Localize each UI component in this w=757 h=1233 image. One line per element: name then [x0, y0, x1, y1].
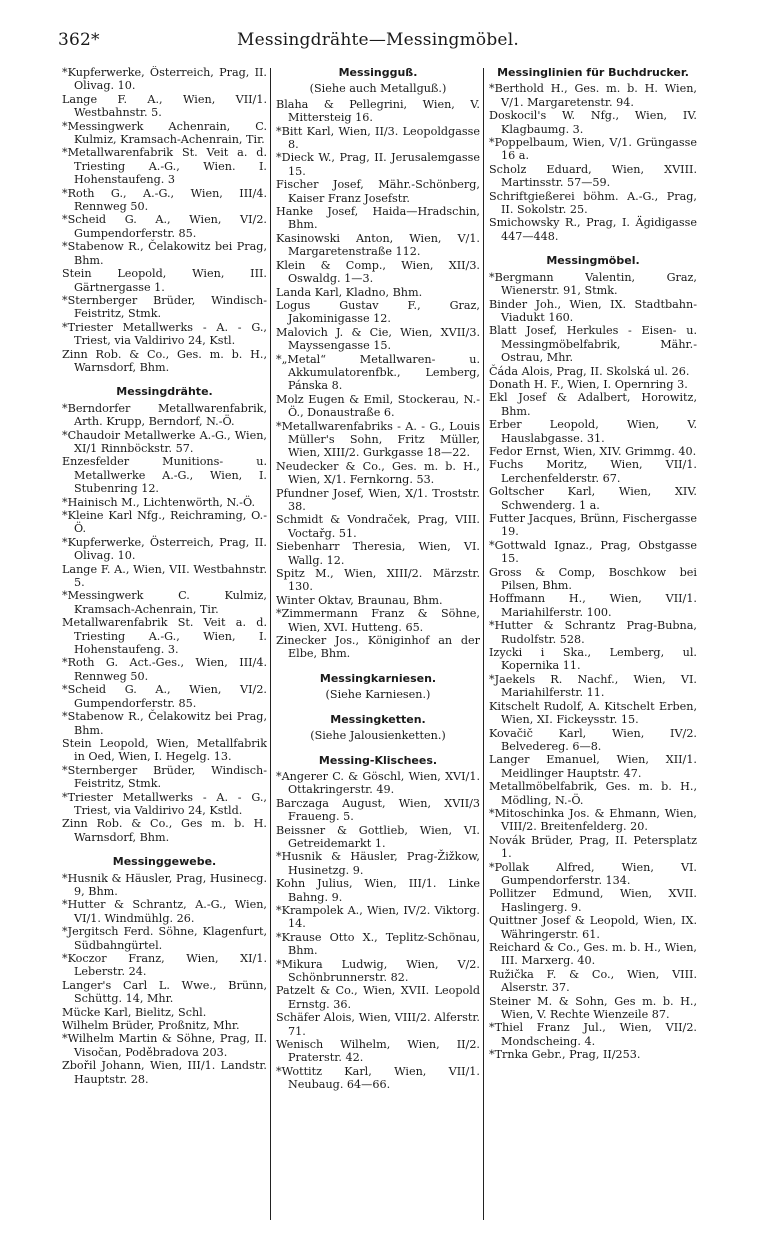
directory-entry: Neudecker & Co., Ges. m. b. H., Wien, X/1. Fernkorng. 53.: [276, 459, 480, 487]
directory-entry: Langer's Carl L. Wwe., Brünn, Schüttg. 14, Mhr.: [62, 978, 267, 1006]
directory-entry: *Metallwarenfabrik St. Veit a. d. Triesting A.-G., Wien. I. Hohenstaufeng. 3: [62, 146, 267, 187]
directory-entry: *Dieck W., Prag, II. Jerusalemgasse 15.: [276, 151, 480, 178]
directory-entry: Siebenharr Theresia, Wien, VI. Wallg. 12.: [276, 540, 480, 567]
directory-entry: *Hutter & Schrantz, A.-G., Wien, VI/1. Windmühlg. 26.: [62, 898, 267, 925]
directory-entry: Čáda Alois, Prag, II. Skolská ul. 26.: [489, 364, 690, 378]
directory-entry: Reichard & Co., Ges. m. b. H., Wien, III. Marxerg. 40.: [489, 941, 697, 968]
section-heading-messingdrahte: Messingdrähte.: [116, 385, 213, 399]
directory-entry: Izycki i Ska., Lemberg, ul. Kopernika 11.: [489, 646, 697, 673]
directory-entry: Wenisch Wilhelm, Wien, II/2. Praterstr. 42.: [276, 1038, 480, 1065]
column-left: [62, 66, 267, 1226]
section-heading-messingguss: Messingguß.: [338, 66, 418, 79]
section-heading-messinggewebe: Messinggewebe.: [112, 855, 217, 869]
directory-entry: Blatt Josef, Herkules - Eisen- u. Messingmöbelfabrik, Mähr.-Ostrau, Mhr.: [489, 324, 697, 365]
directory-entry: Smichowsky R., Prag, I. Ägidigasse 447—448.: [489, 216, 697, 243]
directory-entry: *Krause Otto X., Teplitz-Schönau, Bhm.: [276, 930, 480, 958]
section-heading-messingkarniesen: Messingkarniesen.: [319, 671, 437, 685]
directory-entry: Patzelt & Co., Wien, XVII. Leopold Ernstg. 36.: [276, 984, 480, 1011]
section-heading-messingmobel: Messingmöbel.: [546, 254, 640, 268]
directory-entry: Donath H. F., Wien, I. Opernring 3.: [489, 377, 688, 391]
directory-entry: *Sternberger Brüder, Windisch-Feistritz, Stmk.: [62, 763, 267, 791]
directory-entry: Scholz Eduard, Wien, XVIII. Martinsstr. 57—59.: [489, 162, 697, 190]
cross-reference-note: (Siehe auch Metallguß.): [309, 82, 447, 96]
directory-entry: Enzesfelder Munitions- u. Metallwerke A.-G., Wien, I. Stubenring 12.: [62, 455, 267, 496]
directory-entry: Binder Joh., Wien, IX. Stadtbahn-Viadukt 160.: [489, 297, 697, 324]
directory-entry: Steiner M. & Sohn, Ges m. b. H., Wien, V. Rechte Wienzeile 87.: [489, 994, 697, 1022]
directory-entry: Klein & Comp., Wien, XII/3. Oswaldg. 1—3.: [276, 258, 480, 286]
directory-entry: Landa Karl, Kladno, Bhm.: [276, 285, 423, 299]
directory-entry: Pollitzer Edmund, Wien, XVII. Haslingerg. 9.: [489, 887, 697, 914]
directory-entry: *Trnka Gebr., Prag, II/253.: [489, 1048, 641, 1062]
directory-entry: Metallmöbelfabrik, Ges. m. b. H., Mödling, N.-Ö.: [489, 780, 697, 807]
directory-entry: *Pollak Alfred, Wien, VI. Gumpendorferstr. 134.: [489, 860, 697, 887]
directory-entry: Fuchs Moritz, Wien, VII/1. Lerchenfelderstr. 67.: [489, 458, 697, 485]
directory-entry: Zbořil Johann, Wien, III/1. Landstr. Hauptstr. 28.: [62, 1059, 267, 1086]
directory-entry: *Zimmermann Franz & Söhne, Wien, XVI. Hutteng. 65.: [276, 607, 480, 634]
directory-entry: Fischer Josef, Mähr.-Schönberg, Kaiser Franz Josefstr.: [276, 178, 480, 205]
cross-reference-note: (Siehe Jalousienketten.): [310, 729, 446, 743]
directory-entry: Novák Brüder, Prag, II. Petersplatz 1.: [489, 833, 697, 861]
directory-entry: Quittner Josef & Leopold, Wien, IX. Währingerstr. 61.: [489, 914, 697, 941]
directory-entry: *Husnik & Häusler, Prag, Husinecg. 9, Bhm.: [62, 871, 267, 898]
directory-entry: Spitz M., Wien, XIII/2. Märzstr. 130.: [276, 567, 480, 594]
directory-entry: Beissner & Gottlieb, Wien, VI. Getreidemarkt 1.: [276, 823, 480, 850]
directory-entry: Logus Gustav F., Graz, Jakominigasse 12.: [276, 298, 480, 326]
directory-entry: Mücke Karl, Bielitz, Schl.: [62, 1005, 207, 1019]
directory-entry: *Stabenow R., Čelakowitz bei Prag, Bhm.: [62, 710, 267, 737]
directory-entry: Fedor Ernst, Wien, XIV. Grimmg. 40.: [489, 444, 697, 458]
directory-entry: Lange F. A., Wien, VII/1. Westbahnstr. 5.: [62, 92, 267, 120]
directory-entry: *Messingwerk C. Kulmiz, Kramsach-Achenrain, Tir.: [62, 589, 267, 616]
directory-entry: *Poppelbaum, Wien, V/1. Grüngasse 16 a.: [489, 136, 697, 163]
directory-entry: *Kleine Karl Nfg., Reichraming, O.-Ö.: [62, 509, 267, 536]
directory-entry: *Wilhelm Martin & Söhne, Prag, II. Visočan, Poděbradova 203.: [62, 1032, 267, 1059]
directory-entry: *Angerer C. & Göschl, Wien, XVI/1. Ottakringerstr. 49.: [276, 769, 480, 797]
directory-entry: *Mikura Ludwig, Wien, V/2. Schönbrunnerstr. 82.: [276, 957, 480, 984]
page-number: 362*: [58, 30, 100, 50]
directory-entry: Hoffmann H., Wien, VII/1. Mariahilferstr. 100.: [489, 592, 697, 619]
column-divider: [483, 68, 484, 1220]
directory-entry: *„Metal“ Metallwaren- u. Akkumulatorenfbk., Lemberg, Pánska 8.: [276, 352, 480, 393]
directory-entry: *Stabenow R., Čelakowitz bei Prag, Bhm.: [62, 240, 267, 267]
directory-entry: Kasinowski Anton, Wien, V/1. Margaretenstraße 112.: [276, 231, 480, 259]
directory-entry: Zinn Rob. & Co., Ges m. b. H. Warnsdorf, Bhm.: [62, 817, 267, 844]
directory-entry: Metallwarenfabrik St. Veit a. d. Triesting A.-G., Wien, I. Hohenstaufeng. 3.: [62, 616, 267, 657]
directory-entry: Ekl Josef & Adalbert, Horowitz, Bhm.: [489, 391, 697, 418]
directory-entry: *Husnik & Häusler, Prag-Žižkow, Husinetzg. 9.: [276, 850, 480, 877]
directory-entry: Langer Emanuel, Wien, XII/1. Meidlinger Hauptstr. 47.: [489, 753, 697, 780]
directory-entry: Stein Leopold, Wien, Metallfabrik in Oed, Wien, I. Hegelg. 13.: [62, 736, 267, 764]
directory-entry: *Roth G. Act.-Ges., Wien, III/4. Rennweg 50.: [62, 656, 267, 683]
directory-entry: *Jergitsch Ferd. Söhne, Klagenfurt, Südbahngürtel.: [62, 925, 267, 952]
directory-entry: Zinecker Jos., Königinhof an der Elbe, Bhm.: [276, 634, 480, 661]
directory-entry: *Thiel Franz Jul., Wien, VII/2. Mondscheing. 4.: [489, 1021, 697, 1048]
directory-entry: *Mitoschinka Jos. & Ehmann, Wien, VIII/2. Breitenfelderg. 20.: [489, 806, 697, 834]
directory-entry: *Roth G., A.-G., Wien, III/4. Rennweg 50.: [62, 186, 267, 214]
directory-entry: Kitschelt Rudolf, A. Kitschelt Erben, Wien, XI. Fickeysstr. 15.: [489, 699, 697, 727]
directory-entry: *Sternberger Brüder, Windisch-Feistritz, Stmk.: [62, 293, 267, 321]
directory-entry: *Jaekels R. Nachf., Wien, VI. Mariahilferstr. 11.: [489, 672, 697, 700]
directory-entry: *Gottwald Ignaz., Prag, Obstgasse 15.: [489, 538, 697, 566]
directory-entry: Schriftgießerei böhm. A.-G., Prag, II. Sokolstr. 25.: [489, 189, 697, 217]
directory-entry: Goltscher Karl, Wien, XIV. Schwenderg. 1 a.: [489, 485, 697, 512]
directory-entry: Wilhelm Brüder, Proßnitz, Mhr.: [62, 1019, 240, 1033]
listing-group-drahte: [62, 402, 267, 844]
column-middle: [276, 66, 480, 1226]
listing-group-mobel: [489, 271, 697, 1062]
listing-group-guss: [276, 98, 480, 661]
directory-entry: *Krampolek A., Wien, IV/2. Viktorg. 14.: [276, 903, 480, 931]
cross-reference-note: (Siehe Karniesen.): [325, 688, 431, 702]
directory-entry: Schäfer Alois, Wien, VIII/2. Alferstr. 71.: [276, 1011, 480, 1038]
directory-entry: Doskocil's W. Nfg., Wien, IV. Klagbaumg. 3.: [489, 109, 697, 136]
directory-entry: *Chaudoir Metallwerke A.-G., Wien, XI/1 Rinnböckstr. 57.: [62, 428, 267, 455]
directory-entry: Zinn Rob. & Co., Ges. m. b. H., Warnsdorf, Bhm.: [62, 347, 267, 374]
section-heading-messinglinien: Messinglinien für Buchdrucker.: [497, 66, 689, 79]
directory-entry: *Bergmann Valentin, Graz, Wienerstr. 91, Stmk.: [489, 270, 697, 298]
directory-entry: Lange F. A., Wien, VII. Westbahnstr. 5.: [62, 562, 267, 590]
directory-entry: Blaha & Pellegrini, Wien, V. Mittersteig 16.: [276, 97, 480, 125]
directory-entry: Molz Eugen & Emil, Stockerau, N.-Ö., Donaustraße 6.: [276, 392, 480, 420]
listing-group-linien: [489, 82, 697, 243]
directory-entry: Kohn Julius, Wien, III/1. Linke Bahng. 9.: [276, 877, 480, 904]
directory-entry: Stein Leopold, Wien, III. Gärtnergasse 1.: [62, 267, 267, 294]
listing-group-klischees: [276, 770, 480, 1092]
page-header: [58, 30, 698, 58]
directory-entry: Schmidt & Vondraček, Prag, VIII. Voctařg. 51.: [276, 513, 480, 540]
directory-entry: *Wottitz Karl, Wien, VII/1. Neubaug. 64—66.: [276, 1064, 480, 1092]
directory-entry: Futter Jacques, Brünn, Fischergasse 19.: [489, 512, 697, 539]
directory-entry: Hanke Josef, Haida—Hradschin, Bhm.: [276, 205, 480, 232]
section-heading-messingketten: Messingketten.: [330, 712, 426, 726]
page-title: Messingdrähte—Messingmöbel.: [237, 30, 519, 50]
directory-entry: *Hainisch M., Lichtenwörth, N.-Ö.: [62, 495, 256, 509]
directory-entry: Gross & Comp, Boschkow bei Pilsen, Bhm.: [489, 565, 697, 593]
directory-entry: *Berndorfer Metallwarenfabrik, Arth. Krupp, Berndorf, N.-Ö.: [62, 401, 267, 429]
section-heading-messing-klischees: Messing-Klischees.: [318, 753, 438, 767]
directory-entry: *Metallwarenfabriks - A. - G., Louis Müller's Sohn, Fritz Müller, Wien, XIII/2. Gurkgasse 18—22.: [276, 419, 480, 460]
directory-entry: Kovačič Karl, Wien, IV/2. Belvedereg. 6—8.: [489, 726, 697, 753]
listing-group-kupfer: [62, 66, 267, 374]
directory-entry: Ružička F. & Co., Wien, VIII. Alserstr. 37.: [489, 967, 697, 995]
directory-entry: Pfundner Josef, Wien, X/1. Troststr. 38.: [276, 486, 480, 513]
directory-entry: *Kupferwerke, Österreich, Prag, II. Olivag. 10.: [62, 66, 267, 93]
directory-entry: Malovich J. & Cie, Wien, XVII/3. Mayssengasse 15.: [276, 325, 480, 353]
directory-entry: *Hutter & Schrantz Prag-Bubna, Rudolfstr. 528.: [489, 619, 697, 646]
directory-entry: *Scheid G. A., Wien, VI/2. Gumpendorferstr. 85.: [62, 213, 267, 240]
directory-entry: Erber Leopold, Wien, V. Hauslabgasse. 31.: [489, 418, 697, 445]
column-divider: [270, 68, 271, 1220]
directory-entry: Barczaga August, Wien, XVII/3 Fraueng. 5.: [276, 796, 480, 824]
directory-entry: Winter Oktav, Braunau, Bhm.: [276, 593, 443, 607]
directory-entry: *Berthold H., Ges. m. b. H. Wien, V/1. Margaretenstr. 94.: [489, 82, 697, 109]
directory-entry: *Kupferwerke, Österreich, Prag, II. Olivag. 10.: [62, 535, 267, 563]
directory-entry: *Triester Metallwerks - A. - G., Triest, via Valdirivo 24, Kstl.: [62, 320, 267, 348]
directory-entry: *Koczor Franz, Wien, XI/1. Leberstr. 24.: [62, 952, 267, 979]
column-right: [489, 66, 697, 1226]
directory-entry: *Messingwerk Achenrain, C. Kulmiz, Kramsach-Achenrain, Tir.: [62, 119, 267, 147]
directory-entry: *Scheid G. A., Wien, VI/2. Gumpendorferstr. 85.: [62, 683, 267, 710]
directory-entry: *Triester Metallwerks - A. - G., Triest, via Valdirivo 24, Kstld.: [62, 790, 267, 817]
directory-entry: *Bitt Karl, Wien, II/3. Leopoldgasse 8.: [276, 124, 480, 152]
listing-group-gewebe: [62, 872, 267, 1087]
